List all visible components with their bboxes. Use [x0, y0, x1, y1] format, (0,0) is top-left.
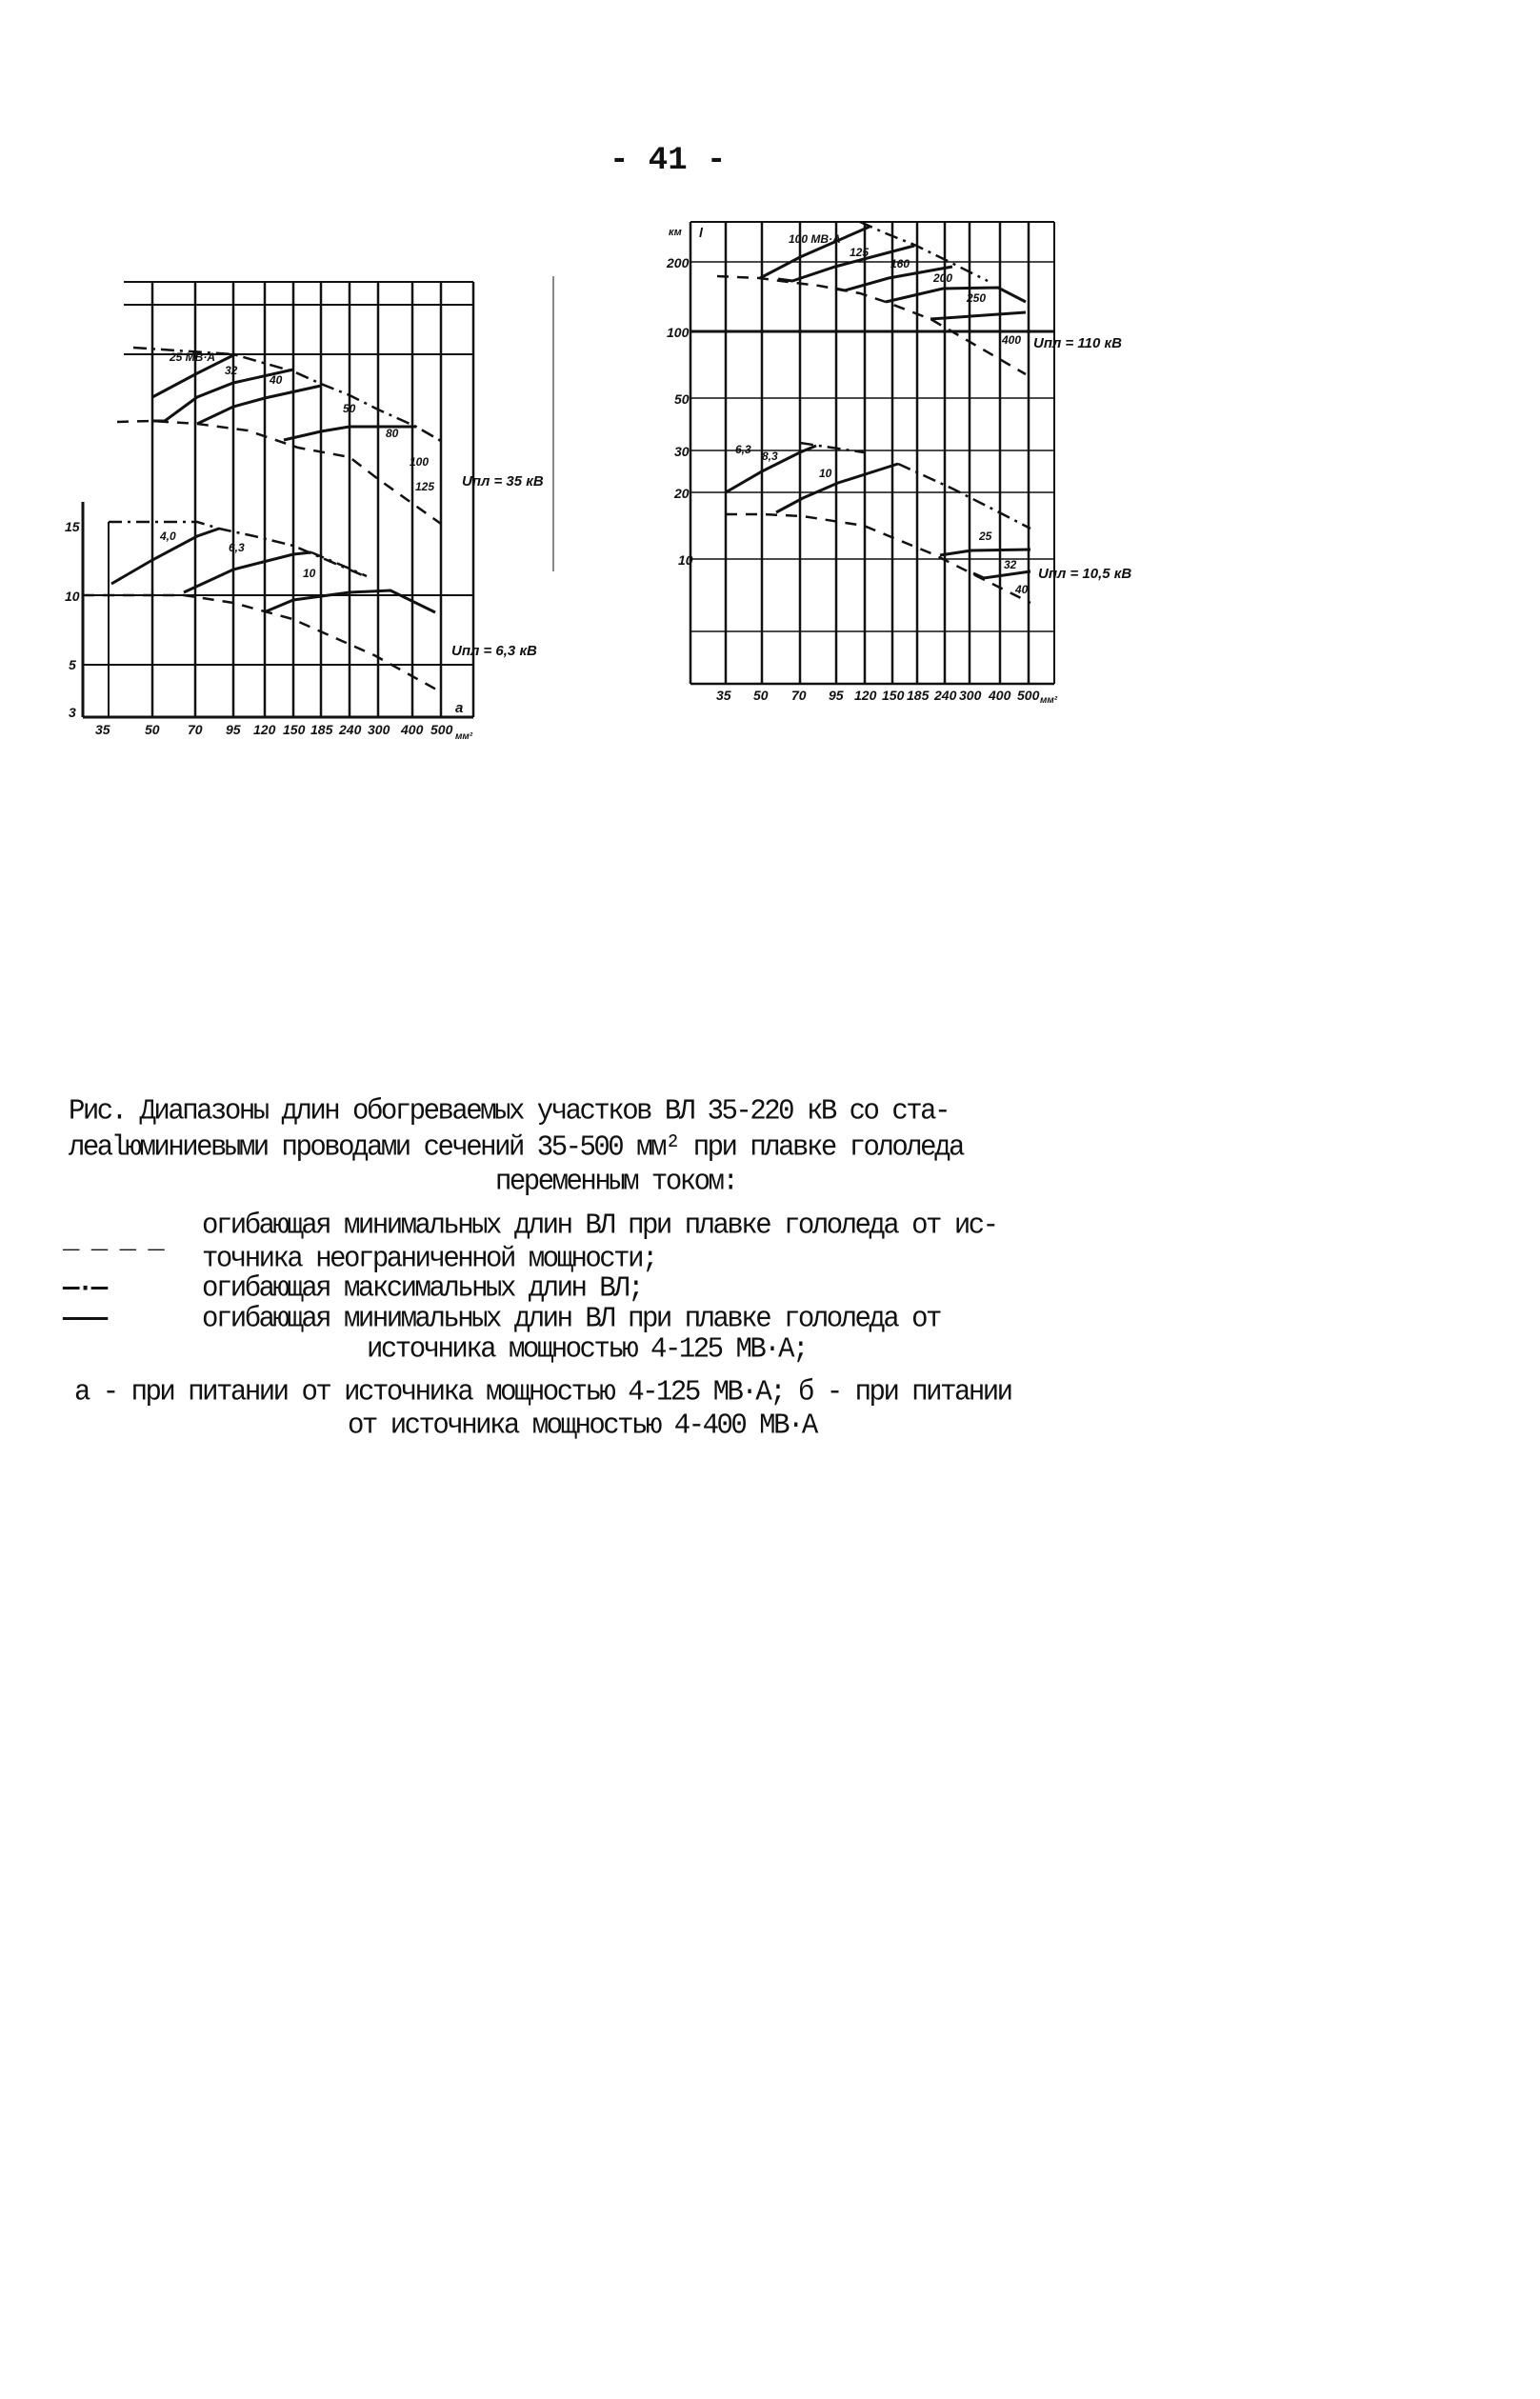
right-x-tick: 70 — [791, 688, 807, 703]
voltage-label: Uпл = 110 кВ — [1033, 335, 1122, 351]
right-y-tick: 20 — [674, 486, 690, 501]
min-envelope — [83, 595, 438, 690]
right-x-tick: 240 — [934, 688, 957, 703]
left-x-tick: 95 — [226, 722, 241, 737]
right-y-symbol: l — [699, 225, 703, 240]
right-y-tick: 10 — [678, 552, 693, 568]
page-number: - 41 - — [610, 143, 727, 179]
caption-line: переменным током: — [495, 1165, 737, 1198]
voltage-label: Uпл = 10,5 кВ — [1038, 566, 1132, 582]
left-y-tick: 10 — [65, 589, 80, 604]
curve-label: 125 — [850, 246, 870, 259]
curve-label: 6,3 — [229, 541, 245, 554]
curve-label: 25 — [979, 530, 992, 543]
curve-label: 80 — [386, 427, 399, 440]
curve-label: 100 — [410, 455, 430, 469]
panel-label-a: а — [455, 700, 464, 716]
caption-line: Рис. Диапазоны длин обогреваемых участков ВЛ 35-220 кВ со ста- — [69, 1094, 949, 1128]
left-x-tick: 120 — [253, 722, 276, 737]
legend-dashed-symbol: _ _ _ _ — [63, 1223, 163, 1256]
left-x-tick: 300 — [368, 722, 390, 737]
voltage-label: Uпл = 6,3 кВ — [451, 643, 537, 659]
right-x-tick: 120 — [854, 688, 877, 703]
left-x-tick: 240 — [339, 722, 362, 737]
legend-dashdot-symbol: —·— — [63, 1271, 106, 1305]
right-x-tick: 95 — [829, 688, 844, 703]
right-x-tick: 50 — [753, 688, 769, 703]
right-x-tick: 150 — [882, 688, 905, 703]
left-x-tick: 50 — [145, 722, 160, 737]
right-x-tick: 400 — [989, 688, 1011, 703]
curve — [973, 571, 1030, 578]
curve-label: 400 — [1002, 333, 1022, 347]
legend-text: огибающая минимальных длин ВЛ при плавке гололеда от — [202, 1302, 940, 1335]
right-y-unit: км — [669, 227, 682, 238]
curve-label: 100 МВ·А — [789, 232, 841, 246]
curve-label: 32 — [1004, 558, 1017, 571]
caption-note: а - при питании от источника мощностью 4-125 МВ·А; б - при питании — [74, 1375, 1011, 1409]
curve — [197, 386, 321, 424]
legend-text: огибающая минимальных длин ВЛ при плавке гололеда от ис- — [202, 1209, 997, 1242]
figure-charts — [0, 0, 1540, 1048]
left-y-tick: 3 — [69, 705, 76, 720]
curve-label: 10 — [819, 467, 832, 480]
curve-label: 32 — [225, 364, 238, 377]
caption-line: лealюминиевыми проводами сечений 35-500 мм² при плавке гололеда — [69, 1130, 963, 1164]
curve-label: 6,3 — [735, 443, 751, 456]
right-x-tick: 35 — [716, 688, 731, 703]
legend-text: точника неограниченной мощности; — [202, 1242, 656, 1275]
left-x-unit: мм² — [455, 731, 473, 742]
voltage-label: Uпл = 35 кВ — [462, 473, 544, 490]
left-x-tick: 185 — [310, 722, 333, 737]
left-x-tick: 35 — [95, 722, 110, 737]
right-y-tick: 100 — [667, 325, 690, 340]
left-y-tick: 15 — [65, 519, 80, 534]
curve-label: 250 — [967, 291, 987, 305]
curve — [940, 550, 1030, 555]
curve-label: 8,3 — [762, 450, 778, 463]
curve-label: 50 — [343, 402, 356, 415]
left-x-tick: 400 — [401, 722, 424, 737]
curve-label: 200 — [933, 271, 953, 285]
right-y-tick: 30 — [674, 444, 690, 459]
curve-label: 40 — [1015, 583, 1029, 596]
right-x-tick: 185 — [907, 688, 930, 703]
left-x-tick: 500 — [430, 722, 453, 737]
curve-label: 4,0 — [160, 530, 176, 543]
curve-label: 160 — [890, 257, 910, 270]
curve-label: 40 — [270, 373, 283, 387]
right-y-tick: 200 — [667, 255, 690, 270]
caption-note: от источника мощностью 4-400 МВ·А — [348, 1409, 816, 1442]
left-x-tick: 70 — [188, 722, 203, 737]
legend-text: огибающая максимальных длин ВЛ; — [202, 1271, 642, 1305]
right-x-unit: мм² — [1040, 695, 1058, 706]
left-x-tick: 150 — [283, 722, 306, 737]
curve — [886, 288, 1026, 302]
right-x-tick: 500 — [1017, 688, 1040, 703]
curve-label: 10 — [303, 567, 316, 580]
right-x-tick: 300 — [959, 688, 982, 703]
curve-label: 25 МВ·А — [170, 350, 216, 364]
curve-label: 125 — [415, 480, 435, 493]
left-y-tick: 5 — [69, 657, 76, 672]
right-y-tick: 50 — [674, 391, 690, 407]
legend-solid-symbol: ——— — [63, 1302, 106, 1335]
legend-text: источника мощностью 4-125 МВ·А; — [367, 1332, 807, 1366]
